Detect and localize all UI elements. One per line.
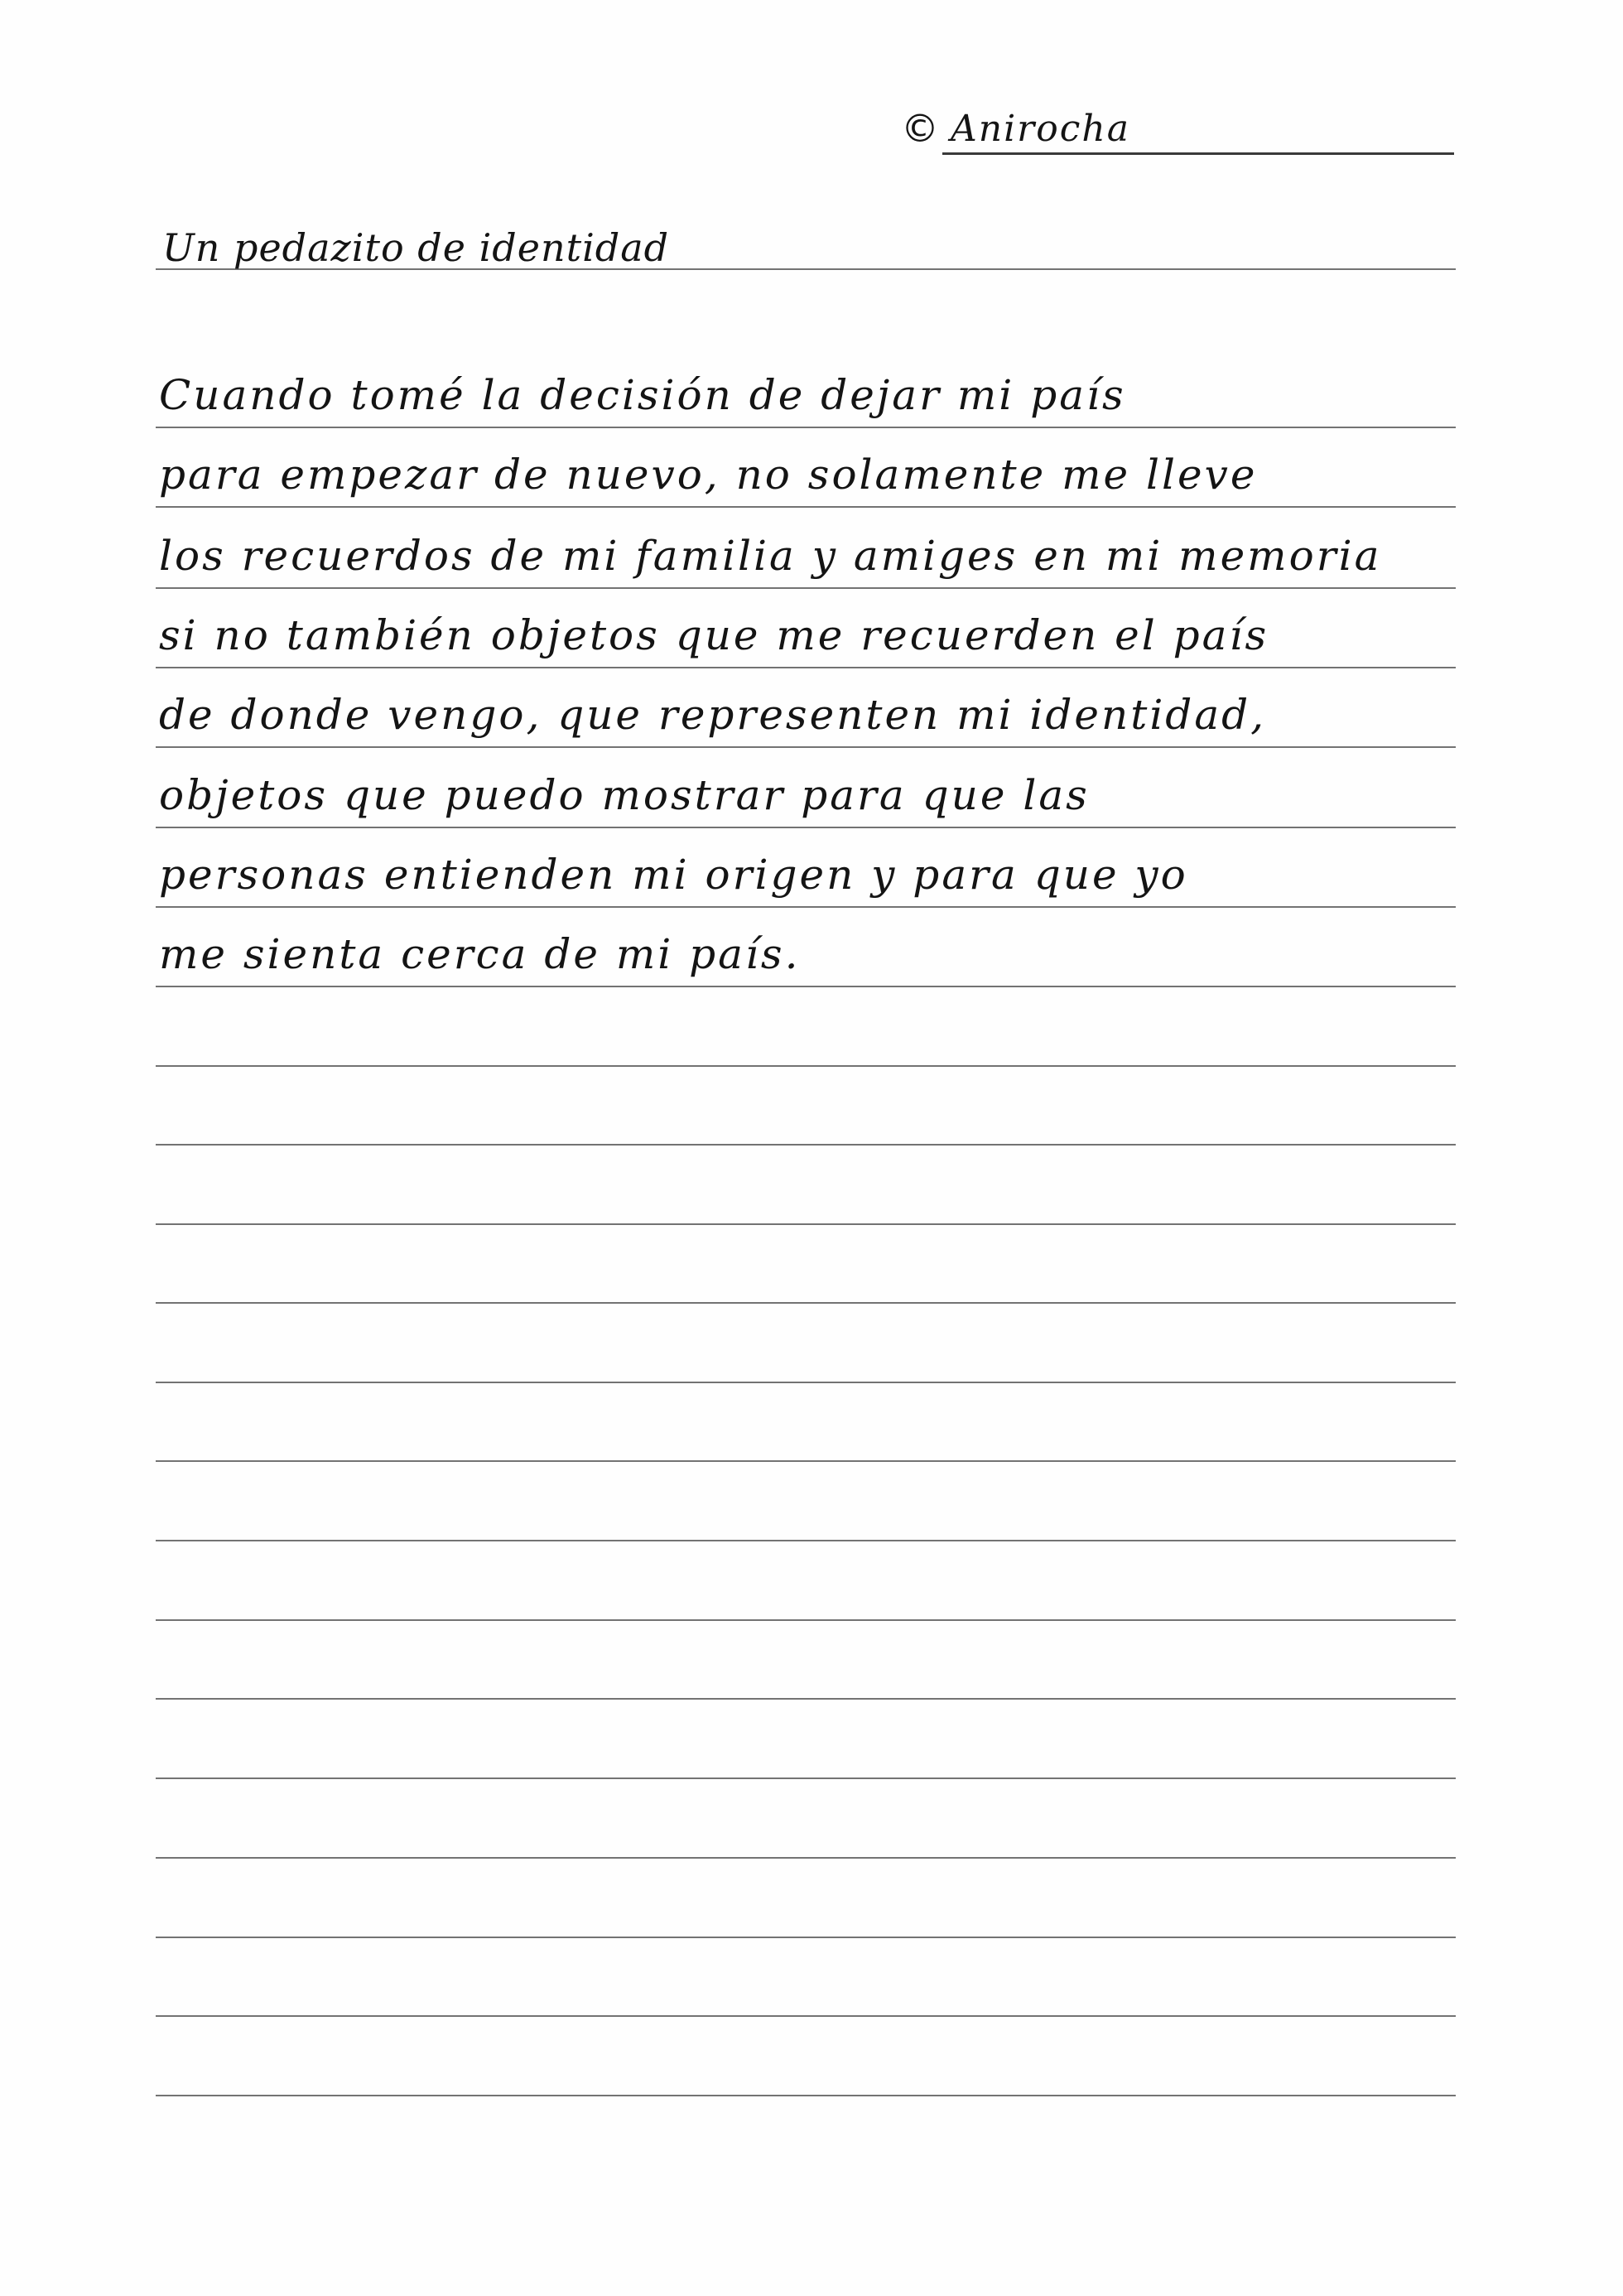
ruled-line <box>156 667 1456 668</box>
ruled-line <box>156 1540 1456 1541</box>
document-title: Un pedazito de identidad <box>162 225 670 270</box>
text-line: para empezar de nuevo, no solamente me lleve <box>159 451 1258 499</box>
ruled-line <box>156 906 1456 908</box>
ruled-line <box>156 2015 1456 2017</box>
text-line: Cuando tomé la decisión de dejar mi país <box>159 371 1126 419</box>
text-line: personas entienden mi origen y para que yo <box>159 851 1188 899</box>
author-signature <box>901 106 1130 156</box>
ruled-line <box>156 1698 1456 1700</box>
ruled-line <box>156 1777 1456 1779</box>
copyright-icon: © <box>901 106 939 151</box>
ruled-line <box>156 746 1456 748</box>
text-line: los recuerdos de mi familia y amiges en mi memoria <box>159 532 1382 580</box>
ruled-line <box>156 427 1456 428</box>
ruled-line <box>156 827 1456 828</box>
text-line: objetos que puedo mostrar para que las <box>159 771 1090 819</box>
text-line: me sienta cerca de mi país. <box>159 930 801 978</box>
ruled-line <box>156 2095 1456 2096</box>
ruled-line <box>156 1937 1456 1938</box>
ruled-line <box>156 1144 1456 1146</box>
author-name: Anirocha <box>951 107 1130 150</box>
ruled-line <box>156 1619 1456 1621</box>
ruled-line <box>156 1857 1456 1859</box>
text-line: de donde vengo, que representen mi identidad, <box>159 691 1267 739</box>
ruled-line <box>156 986 1456 987</box>
text-line: si no también objetos que me recuerden el país <box>159 611 1269 659</box>
ruled-line <box>156 1460 1456 1462</box>
ruled-line <box>156 1223 1456 1225</box>
ruled-line <box>156 587 1456 589</box>
ruled-line <box>156 506 1456 508</box>
ruled-line <box>156 1382 1456 1383</box>
ruled-line <box>156 1065 1456 1067</box>
author-rule <box>942 152 1454 155</box>
ruled-line <box>156 1302 1456 1304</box>
